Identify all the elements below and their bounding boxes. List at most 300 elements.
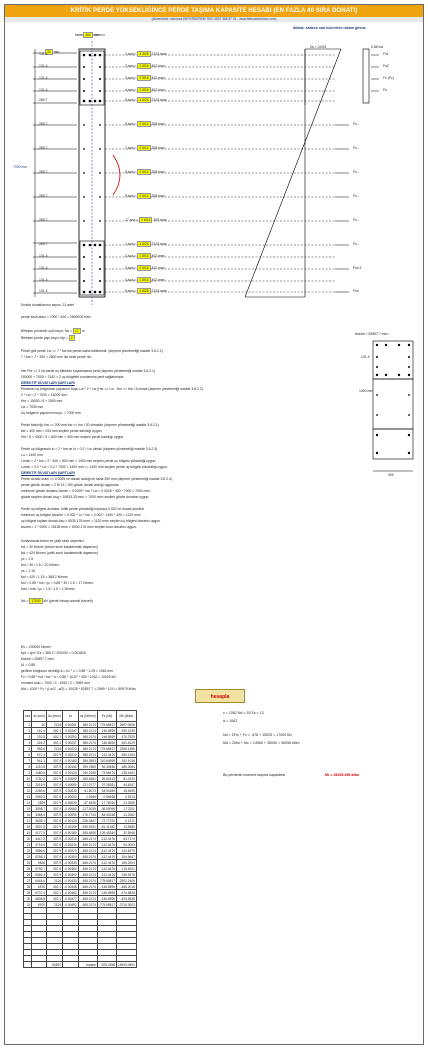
row-area: 308 mm² <box>150 170 165 174</box>
table-cell: 6444.6 <box>32 878 47 884</box>
table-cell: -365.2174 <box>78 836 97 842</box>
table-cell: -365.2174 <box>78 896 97 902</box>
table-cell: -0.00462 <box>64 890 77 895</box>
table-cell: 2697.0906 <box>117 722 137 728</box>
table-cell: -17.3211 <box>117 806 137 812</box>
table-cell: -0.00330 <box>64 860 77 865</box>
result-line-4: Md = ΣMsi + Mc = 14960 + 36000 = 45296 kNm <box>223 741 300 745</box>
table-cell: -0.00210 <box>64 836 77 841</box>
column-header: εs <box>63 711 79 722</box>
top-cover-input[interactable]: 30 <box>47 50 51 54</box>
es-line-2: εyd = fyd / Es = 365.2 / 200000 = 0.001826 <box>21 651 86 655</box>
es-line-8: Md = 1000 * Fc * (Lw/2 - a/2) = 10025 * 52897.7 = 2969 * 10.0 = 50979 kNm <box>21 687 136 691</box>
spacing-label: 269.7 <box>39 242 48 246</box>
table-cell: 0.00060 <box>63 782 79 788</box>
table-cell: 28 <box>24 884 32 890</box>
table-cell: 671.4 <box>32 752 47 758</box>
page-subtitle: (düzenleme: mimarca DEFERDEREM TEKİ 0537 386 97 01 - www.betonarmeburo.com) <box>5 17 423 22</box>
table-cell: 2829 <box>32 800 47 806</box>
row-number: 8.sıra = <box>125 170 138 174</box>
section-heading-1: DİREKTİF DÜVATLARI ŞARTLARI <box>21 381 75 385</box>
table-cell: 110.64598 <box>97 758 116 764</box>
row-number: 3.sıra = <box>125 266 138 270</box>
column-header: As (mm²) <box>47 711 63 722</box>
calc-line-26: uç bölgesi toplam donatı Asu = 6930.176 mm² > 1120 mm² seçilen uç bölgesi donatısı uygun. <box>21 519 161 523</box>
table-cell: -0.00448 <box>64 884 77 889</box>
spacing-label: 131.4 <box>39 254 48 258</box>
calc-line-10: Hcr = 15000 / 6 = 2500 mm <box>21 399 63 403</box>
table-cell: 365.2174 <box>78 728 97 734</box>
material-gs: γs = 1.15 <box>21 569 35 573</box>
calc-line-8: Perdenin uç bölgesinin yapısının boyu Lw * 2 * Lw (Hcr >= Lw - Hcr >= Hw / 6 olmalı (deprem yönetmeliği madde 3.6.2.2) <box>21 387 203 391</box>
table-cell: -365.2174 <box>78 890 97 896</box>
table-cell: 3907.8 <box>32 824 47 830</box>
row-area: 402 mm² <box>150 76 165 80</box>
calc-line-17: Lu = 1400 mm <box>21 453 43 457</box>
table-cell: -775.65817 <box>98 878 115 883</box>
table-cell: -13.3256 <box>117 800 137 806</box>
table-cell: 0.5213 <box>117 794 137 800</box>
table-cell: -0.1312 <box>117 818 137 824</box>
table-cell: 365.2174 <box>78 740 97 746</box>
row-number: 2.sıra = <box>125 254 138 258</box>
table-cell: 13.5489 <box>117 824 137 830</box>
spacing-label: 131.4 <box>39 76 48 80</box>
top-cover-label: 30 mm <box>47 50 60 54</box>
table-cell: 154.9647 <box>117 854 137 860</box>
table-cell: -112.4476 <box>97 872 116 878</box>
table-cell: -54.43158 <box>97 812 116 818</box>
width-input[interactable]: 400 <box>85 33 91 37</box>
table-cell: -2710.3003 <box>117 902 137 908</box>
table-cell: 124.6370 <box>117 848 137 854</box>
es-line-7: moment kolu = 7000 / 2 - 1062 / 2 = 2969 mm <box>21 681 90 685</box>
table-cell: 32.5946 <box>117 830 137 836</box>
table-cell: -0.00270 <box>64 848 77 853</box>
calc-line-14: bw = 400 mm > 200 mm seçilen perde kalınlığı uygun. <box>21 429 103 433</box>
table-cell: 5256.3 <box>32 854 47 860</box>
force-label: Fs... <box>353 122 360 126</box>
table-cell: 555.6 <box>32 746 47 752</box>
table-cell: 470.7529 <box>117 734 137 740</box>
stress-top-label: 0.85 fcd <box>371 45 384 49</box>
es-line-6: Fc = 0.85 * fcd * bw * a = 0.85 * 16.67 * 400 * 1062 = 10025 kN <box>21 675 116 679</box>
rebar-input[interactable]: 2 Ø16 <box>139 266 149 270</box>
row-area: 308 mm² <box>150 146 165 150</box>
table-header-row <box>24 711 137 722</box>
table-cell: -91.11282 <box>97 824 116 830</box>
table-cell: 307.9 <box>47 770 63 776</box>
row-area: 308 mm² <box>152 218 167 222</box>
table-cell: 1.9369 <box>78 794 97 800</box>
table-cell: 5795.7 <box>32 866 47 872</box>
row-area: 2124 mm² <box>150 289 167 293</box>
force-label: Fs <box>383 88 387 92</box>
spacing-label: 269.7 <box>39 98 48 102</box>
table-cell: 0.00210 <box>63 752 79 758</box>
table-cell: 2559.3 <box>32 794 47 800</box>
table-cell: 365.2174 <box>78 734 97 740</box>
es-line-1: Es = 200000 N/mm² <box>21 645 52 649</box>
table-cell: 4447.2 <box>32 836 47 842</box>
table-cell: 17 <box>24 818 32 824</box>
table-cell: 4 <box>24 740 32 746</box>
row-area: 402 mm² <box>150 254 165 258</box>
table-cell: -0.00433 <box>64 878 77 883</box>
table-cell: 37.28351 <box>97 782 116 788</box>
row-area: 402 mm² <box>150 266 165 270</box>
table-cell: 307.9 <box>47 854 63 860</box>
table-cell: 307.9 <box>47 812 63 818</box>
table-cell: -0.00120 <box>64 818 77 823</box>
table-cell: 15 <box>24 806 32 812</box>
table-cell: 2019.9 <box>32 782 47 788</box>
row-area: 402 mm² <box>150 88 165 92</box>
table-cell: 121.0777 <box>78 782 97 788</box>
table-cell: 6707.4 <box>32 890 47 896</box>
table-cell: 402.1 <box>47 740 63 746</box>
table-cell: 21 <box>24 842 32 848</box>
table-total-row <box>24 962 137 968</box>
table-cell: 307.9 <box>47 824 63 830</box>
rebar-input[interactable]: 2 Ø14 <box>139 146 149 150</box>
row-number: 4.sıra = <box>125 278 138 282</box>
row-number: 5.sıra = <box>125 289 138 293</box>
table-cell: -0.00240 <box>64 842 77 847</box>
table-cell: 7 <box>24 758 32 764</box>
table-cell: 0.00090 <box>63 776 79 782</box>
table-cell: 307.9 <box>47 866 63 872</box>
column-header: Fs (kN) <box>97 711 116 722</box>
table-cell: -365.2174 <box>78 866 97 872</box>
table-cell: 5 <box>24 746 32 752</box>
table-cell: 25 <box>24 866 32 872</box>
spacing-label: 131.4 <box>39 289 48 293</box>
rebar-input[interactable]: 4 Ø26 <box>139 52 149 56</box>
table-cell: -0.00060 <box>64 806 77 811</box>
table-cell: 3 <box>24 734 32 740</box>
total-cell: 14923.0491 <box>118 962 135 967</box>
table-cell: 30 <box>32 722 47 728</box>
table-cell: -176.7743 <box>78 812 97 818</box>
rebar-input[interactable]: 4 Ø26 <box>139 289 149 293</box>
table-cell: 215.6201 <box>117 866 137 872</box>
table-cell: -775.65817 <box>98 902 115 907</box>
table-cell: 307.9 <box>47 794 63 800</box>
row-number: 4.sıra = <box>125 88 138 92</box>
table-cell: 307.9 <box>47 860 63 866</box>
row-number: 7.sıra = <box>125 146 138 150</box>
rebar-input[interactable]: 2 Ø14 <box>139 122 149 126</box>
table-cell: 307.9 <box>47 830 63 836</box>
table-cell: 26 <box>24 872 32 878</box>
material-fck: fck = 30 N/mm² (beton sınıfı karakteristik dayanımı) <box>21 545 98 549</box>
table-cell: 307.9 <box>47 800 63 806</box>
table-cell: 292.8 <box>32 734 47 740</box>
force-label: Fsn <box>353 289 359 293</box>
table-cell: 0.00180 <box>63 758 79 764</box>
rebar-input[interactable]: 2 Ø16 <box>139 64 149 68</box>
table-cell: 1750.2 <box>32 776 47 782</box>
table-cell: -365.2174 <box>78 884 97 890</box>
spacing-label: 269.7 <box>39 122 48 126</box>
table-cell: 4716.9 <box>32 842 47 848</box>
table-cell: 402.1 <box>47 890 63 896</box>
table-cell: 30 <box>24 896 32 902</box>
row-number: 17.sıra = <box>125 218 140 222</box>
force-label: Fs1 <box>383 52 389 56</box>
table-cell: 22 <box>24 848 32 854</box>
table-cell: 10 <box>24 776 32 782</box>
table-body <box>24 722 137 968</box>
table-cell: 94.3093 <box>117 842 137 848</box>
calc-line-13: Perde kalınlığı: bw >= 200 mm bw >= hcr / 20 olmalıdır (deprem yönetmeliği madde 3.6.2.1) <box>21 423 159 427</box>
table-cell: 146.8595 <box>97 740 116 746</box>
table-cell: 81.3133 <box>117 776 137 782</box>
total-cell <box>32 962 47 968</box>
hw-input[interactable]: 17 <box>74 329 79 333</box>
calc-line-3a: Birleşen perdenin uçlü boyu: hw = 17 m <box>21 329 85 333</box>
table-cell: 941.1 <box>32 758 47 764</box>
capacity-result: Mr = 45293.496 kNm <box>325 773 360 777</box>
rebar-input[interactable]: 2 Ø14 <box>139 194 149 198</box>
table-cell: 0.00150 <box>63 764 79 770</box>
calc-line-15: Hcr / 5 = 4000 / 5 = 800 mm > 400 mm seçilen perde kalınlığı uygun. <box>21 435 125 439</box>
row-area: 308 mm² <box>150 194 165 198</box>
table-cell: 283.4154 <box>117 752 137 758</box>
calc-line-5: 7 * bw = 7 * 400 = 2800 mm ise kesit perde 'dir. <box>21 355 92 359</box>
calc-line-21: perde gövde donatı = 2 Ø 14 / 150 gövde donatı aralığı uygundur. <box>21 483 120 487</box>
table-cell: 490.1339 <box>117 728 137 734</box>
es-line-3: Asetot = 52897.7 mm² <box>21 657 55 661</box>
table-cell: -0.00300 <box>64 854 77 859</box>
table-cell: 31 <box>24 902 32 908</box>
table-cell: 775.65817 <box>97 722 116 728</box>
table-cell: 307.9 <box>47 848 63 854</box>
row-number: 3.sıra = <box>125 76 138 80</box>
calc-line-23: gövde seçilen donatı Asg = 16933.33 mm² > 7000 mm² seçilen gövde donatısı uygun. <box>21 495 150 499</box>
row-area: 2124 mm² <box>150 242 167 246</box>
row-number: 9.sıra = <box>125 194 138 198</box>
table-cell: 0.00267 <box>63 728 79 734</box>
calc-line-20: Perde donatı oranı >= 0.0025 ve donatı aralığı en fazla 250 mm (deprem yönetmeliği madde 3.6.2.4) <box>21 477 172 481</box>
row-area: 402 mm² <box>150 278 165 282</box>
table-cell: -112.4476 <box>97 854 116 860</box>
strain-top-label: Ɛs = 0.003 <box>310 45 327 49</box>
table-cell: -109.45344 <box>98 830 115 835</box>
table-cell: -112.4476 <box>97 860 116 866</box>
row-area: 2124 mm² <box>150 52 167 56</box>
table-cell: 11 <box>24 782 32 788</box>
material-fyd: fyd = 420 / 1.15 = 365.2 N/mm² <box>21 575 68 579</box>
table-cell: 27 <box>24 878 32 884</box>
table-cell: 0.00030 <box>63 788 79 794</box>
spacing-label: 131.4 <box>39 266 48 270</box>
section-heading-2: DİREKTİF DÜVATLARI ŞARTLARI <box>21 471 75 475</box>
calc-line-16: Perde uç bölgesinin lu = 2 * bw ve lu = 0.2 * Lw olmalı (deprem yönetmeliği madde 3.6.2.3) <box>21 447 158 451</box>
row-area: 402 mm² <box>150 64 165 68</box>
table-cell: 307.9 <box>47 776 63 782</box>
force-label: Fsn-1 <box>353 266 362 270</box>
table-cell: 402.1 <box>47 884 63 890</box>
spacing-label: 131.4 <box>39 88 48 92</box>
spacing-label: 269.7 <box>39 146 48 150</box>
table-cell: 6065.4 <box>32 872 47 878</box>
force-label: Fs... <box>353 146 360 150</box>
table-cell: 18.94289 <box>97 788 116 794</box>
row-area: 308 mm² <box>150 122 165 126</box>
calc-line-19: Lumin = 0.2 * Lw = 0.2 * 7000 = 1400 mm <= 1400 mm seçilen perde uç bölgesi yüksekliği uygun. <box>21 465 168 469</box>
force-label: Fs... <box>353 170 360 174</box>
table-cell: 18 <box>24 824 32 830</box>
table-cell: 14 <box>24 800 32 806</box>
result-line-3: Nd = ΣFsi + Fc = -978 + 10025 = 17000 kN <box>223 733 292 737</box>
table-cell: 0.00120 <box>63 770 79 776</box>
table-cell: 307.9 <box>47 782 63 788</box>
material-fctd: fctd = fctk / γc = 1.5 / 1.5 = 1 N/mm² <box>21 587 75 591</box>
table-cell: 240.2185 <box>78 770 97 776</box>
table-cell: 365.2174 <box>78 752 97 758</box>
row-number: 1.sıra = <box>125 242 138 246</box>
table-cell: -355.4855 <box>78 830 97 836</box>
table-cell: 146.8595 <box>97 734 116 740</box>
table-cell: 1 <box>24 722 32 728</box>
rebar-input[interactable]: 2 Ø16 <box>139 278 149 282</box>
table-cell: -112.4476 <box>97 866 116 872</box>
total-cell: toplam <box>78 962 97 968</box>
table-cell: 299.7889 <box>78 764 97 770</box>
detail-h1-label: 131.4 <box>361 355 370 359</box>
table-cell: 6 <box>24 752 32 758</box>
calculate-button[interactable]: hesapla <box>195 689 245 703</box>
force-label: Fs... <box>353 194 360 198</box>
table-cell: -112.4476 <box>97 836 116 842</box>
table-cell: -0.00000 <box>64 794 77 799</box>
table-cell: -146.8595 <box>97 890 116 896</box>
table-cell: -0.00090 <box>64 812 77 817</box>
table-cell: 424.2 <box>32 740 47 746</box>
table-cell: -365.2174 <box>78 878 97 884</box>
ktp-input[interactable]: 2 <box>70 336 73 340</box>
table-cell: 2124 <box>47 746 63 752</box>
table-cell: 775.65817 <box>97 746 116 752</box>
spacing-label: 269.7 <box>39 218 48 222</box>
table-cell: 23 <box>24 854 32 860</box>
spacing-label: 269.7 <box>39 194 48 198</box>
material-fyk: fyk = 420 N/mm² (çelik sınıfı karakteristik dayanımı) <box>21 551 99 555</box>
total-cell <box>24 962 32 968</box>
table-cell: 4986.6 <box>32 848 47 854</box>
calc-line-24: Perde uç bölgesi donatısı: kritik perde yüksekliği boyunca 0.002 ve donatı yüzdesi <box>21 507 144 511</box>
table-cell: 0.00237 <box>63 740 79 746</box>
rebar-input[interactable]: 4 Ø26 <box>139 98 149 102</box>
rebar-input[interactable]: 2 Ø14 <box>139 170 149 174</box>
table-cell: -0.00477 <box>64 896 77 901</box>
rebar-input[interactable]: 2 Ø16 <box>139 76 149 80</box>
table-cell: 307.9 <box>47 872 63 878</box>
table-cell: -57.6335 <box>78 800 97 806</box>
table-cell: 3098.7 <box>32 806 47 812</box>
table-cell: 365.2174 <box>78 746 97 752</box>
table-cell: -295.9151 <box>78 824 97 830</box>
calc-line-12: Uç bölgenin yapısının boyu: = 7000 mm <box>21 411 81 415</box>
force-label: Fs2 <box>383 64 389 68</box>
table-cell: 19 <box>24 830 32 836</box>
table-cell: 2259.1456 <box>117 746 137 752</box>
table-cell: -146.8595 <box>97 896 116 902</box>
detail-area-label: Asetot = 52897.7 mm² <box>355 332 389 336</box>
table-cell: 63.7174 <box>117 836 137 842</box>
rebar-input[interactable]: 2 Ø16 <box>139 88 149 92</box>
rebar-input[interactable]: 2 Ø16 <box>139 254 149 258</box>
table-cell: 4177.5 <box>32 830 47 836</box>
calc-line-4: Perde gibi perde Lw >= 7 * bw ise perde kabul edilecektir. (deprem yönetmeliği madde 3.6.2.2) <box>21 349 163 353</box>
table-cell: -365.2174 <box>78 860 97 866</box>
table-cell: 0.59638 <box>97 794 116 800</box>
row-number: 2.sıra = <box>125 64 138 68</box>
table-cell: -112.4476 <box>97 842 116 848</box>
table-cell: 2289.6 <box>32 788 47 794</box>
input-note: dikkat: sadece sarı hücrelere rakam giriniz. <box>293 26 367 30</box>
table-cell: 6838.8 <box>32 896 47 902</box>
table-cell: -17.75034 <box>97 800 116 806</box>
calc-line-1: Sıralar donatılarının sayısı: 21 adet <box>21 303 74 307</box>
bar-force-table <box>23 710 137 968</box>
table-cell: -474.5826 <box>117 890 137 896</box>
table-cell: -365.2174 <box>78 848 97 854</box>
table-cell: 185.2084 <box>117 764 137 770</box>
detail-h2-label: 1400 mm <box>359 389 374 393</box>
rebar-input[interactable]: 4 Ø26 <box>139 242 149 246</box>
table-cell: 16 <box>24 812 32 818</box>
es-line-5: gerilme bloğunun derinliği a = k1 * c = 0.85 * 1.25 = 1062 mm <box>21 669 114 673</box>
row-number: 5.sıra = <box>125 98 138 102</box>
table-cell: 252.1036 <box>117 758 137 764</box>
calc-line-2: perde kesit alanı = 7000 * 400 = 2800000 mm² <box>21 315 91 319</box>
table-cell: 0.00252 <box>63 734 79 740</box>
nd-input[interactable]: 17000 <box>31 599 41 603</box>
es-line-4: k1 = 0.85 <box>21 663 36 667</box>
height-label: 7000 mm <box>13 165 28 169</box>
material-fcd2: fcd = 0.85 * fck / γc = 0.85 * 30 / 1.5 = 17 N/mm² <box>21 581 94 585</box>
table-cell: 245.9478 <box>117 872 137 878</box>
table-cell: -146.8595 <box>97 884 116 890</box>
table-cell: 402.1 <box>47 896 63 902</box>
force-label: Fs... <box>353 242 360 246</box>
table-cell: 3638.1 <box>32 818 47 824</box>
table-cell: 112.4476 <box>97 752 116 758</box>
table-cell: -72.77220 <box>97 818 116 824</box>
total-cell <box>63 962 79 968</box>
table-cell: 2 <box>24 728 32 734</box>
table-cell: 402.1 <box>47 734 63 740</box>
table-cell: 402.1 <box>47 728 63 734</box>
table-cell: 307.9 <box>47 758 63 764</box>
rebar-input[interactable]: 2 Ø14 <box>141 218 151 222</box>
table-cell: 451.5129 <box>117 740 137 746</box>
table-cell: 1480.5 <box>32 770 47 776</box>
row-number: 1.sıra = <box>125 52 138 56</box>
table-cell: 3368.4 <box>32 812 47 818</box>
table-cell: 8 <box>24 764 32 770</box>
calc-line-11: Lw = 7000 mm <box>21 405 44 409</box>
table-cell: -36.09096 <box>97 806 116 812</box>
table-cell: -0.00492 <box>64 902 77 907</box>
table-cell: 12 <box>24 788 32 794</box>
table-cell: 359.3593 <box>78 758 97 764</box>
result-line-2: a = 1062 <box>223 719 238 723</box>
table-cell: -365.2174 <box>78 872 97 878</box>
